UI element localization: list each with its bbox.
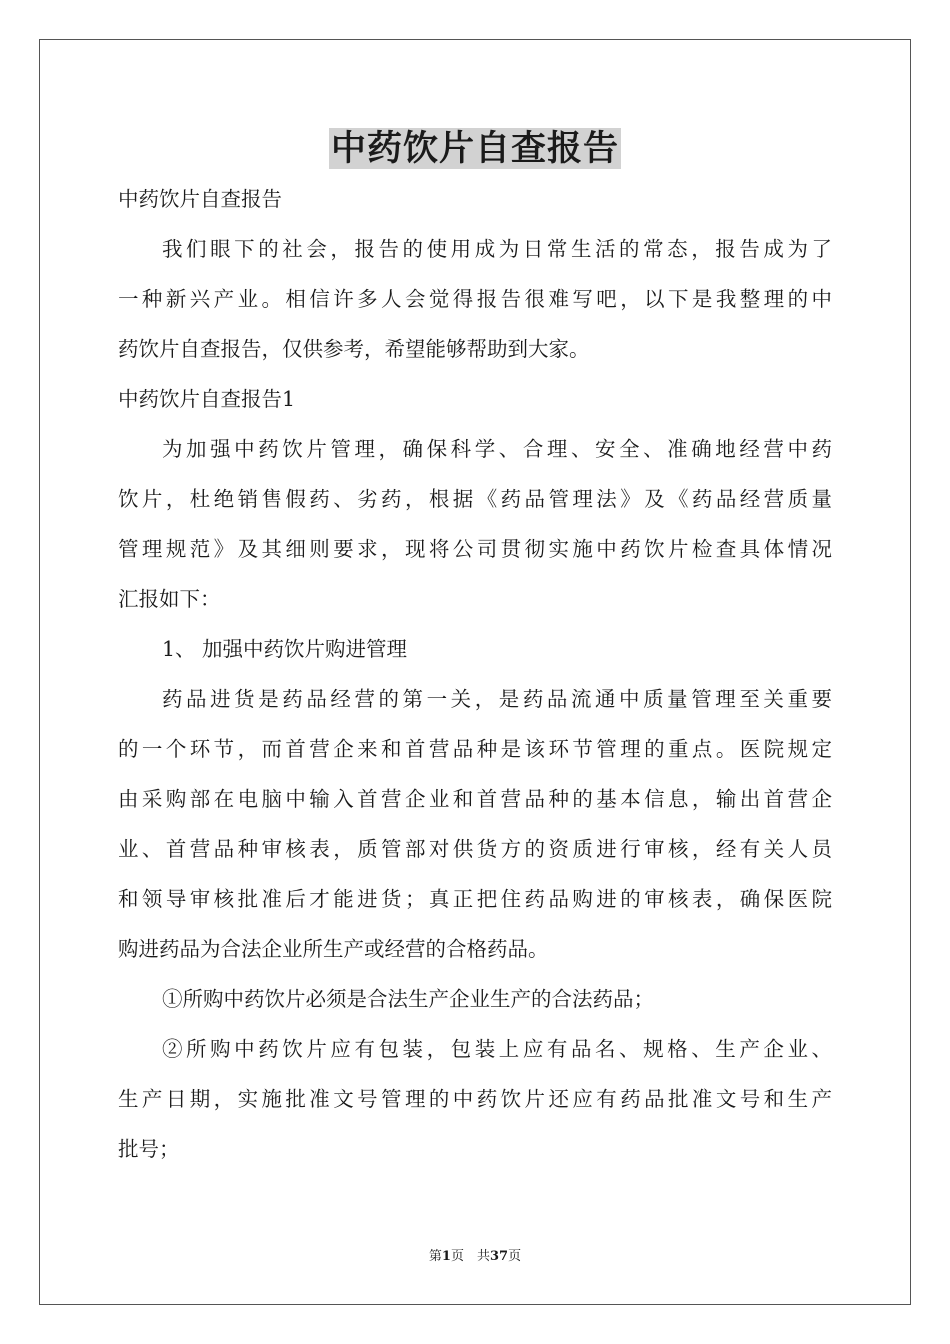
paragraph-line: 汇报如下： bbox=[118, 587, 221, 611]
paragraph-line: 一种新兴产业。相信许多人会觉得报告很难写吧，以下是我整理的中 bbox=[118, 287, 832, 311]
subtitle-line: 中药饮片自查报告 bbox=[118, 187, 282, 211]
page-number-prefix: 第 bbox=[428, 1249, 442, 1264]
list-item: ①所购中药饮片必须是合法生产企业生产的合法药品； bbox=[162, 987, 654, 1011]
paragraph-line: 我们眼下的社会，报告的使用成为日常生活的常态，报告成为了 bbox=[162, 237, 832, 261]
paragraph-line: 购进药品为合法企业所生产或经营的合格药品。 bbox=[118, 937, 549, 961]
paragraph-line: 的一个环节，而首营企来和首营品种是该环节管理的重点。医院规定 bbox=[118, 737, 832, 761]
list-heading: 1、 加强中药饮片购进管理 bbox=[162, 637, 408, 661]
paragraph-line: 批号； bbox=[118, 1137, 180, 1161]
document-title bbox=[0, 126, 950, 172]
paragraph-line: 生产日期，实施批准文号管理的中药饮片还应有药品批准文号和生产 bbox=[118, 1087, 832, 1111]
paragraph-line: 由采购部在电脑中输入首营企业和首营品种的基本信息，输出首营企 bbox=[118, 787, 832, 811]
page-number-mid: 页 共 bbox=[450, 1249, 490, 1264]
page-number-current: 1 bbox=[441, 1249, 451, 1264]
list-item: ②所购中药饮片应有包装，包装上应有品名、规格、生产企业、 bbox=[162, 1037, 832, 1061]
paragraph-line: 为加强中药饮片管理，确保科学、合理、安全、准确地经营中药 bbox=[162, 437, 832, 461]
section-heading: 中药饮片自查报告1 bbox=[118, 387, 296, 411]
document-body bbox=[118, 181, 832, 1167]
paragraph-line: 药饮片自查报告，仅供参考，希望能够帮助到大家。 bbox=[118, 337, 590, 361]
paragraph-line: 管理规范》及其细则要求，现将公司贯彻实施中药饮片检查具体情况 bbox=[118, 537, 832, 561]
page-number-suffix: 页 bbox=[508, 1249, 522, 1264]
page-number-total: 37 bbox=[489, 1249, 509, 1264]
document-title-text: 中药饮片自查报告 bbox=[330, 128, 619, 169]
paragraph-line: 药品进货是药品经营的第一关，是药品流通中质量管理至关重要 bbox=[162, 687, 832, 711]
paragraph-line: 饮片，杜绝销售假药、劣药，根据《药品管理法》及《药品经营质量 bbox=[118, 487, 832, 511]
page-footer bbox=[0, 1248, 950, 1266]
paragraph-line: 和领导审核批准后才能进货；真正把住药品购进的审核表，确保医院 bbox=[118, 887, 832, 911]
paragraph-line: 业、首营品种审核表，质管部对供货方的资质进行审核，经有关人员 bbox=[118, 837, 832, 861]
